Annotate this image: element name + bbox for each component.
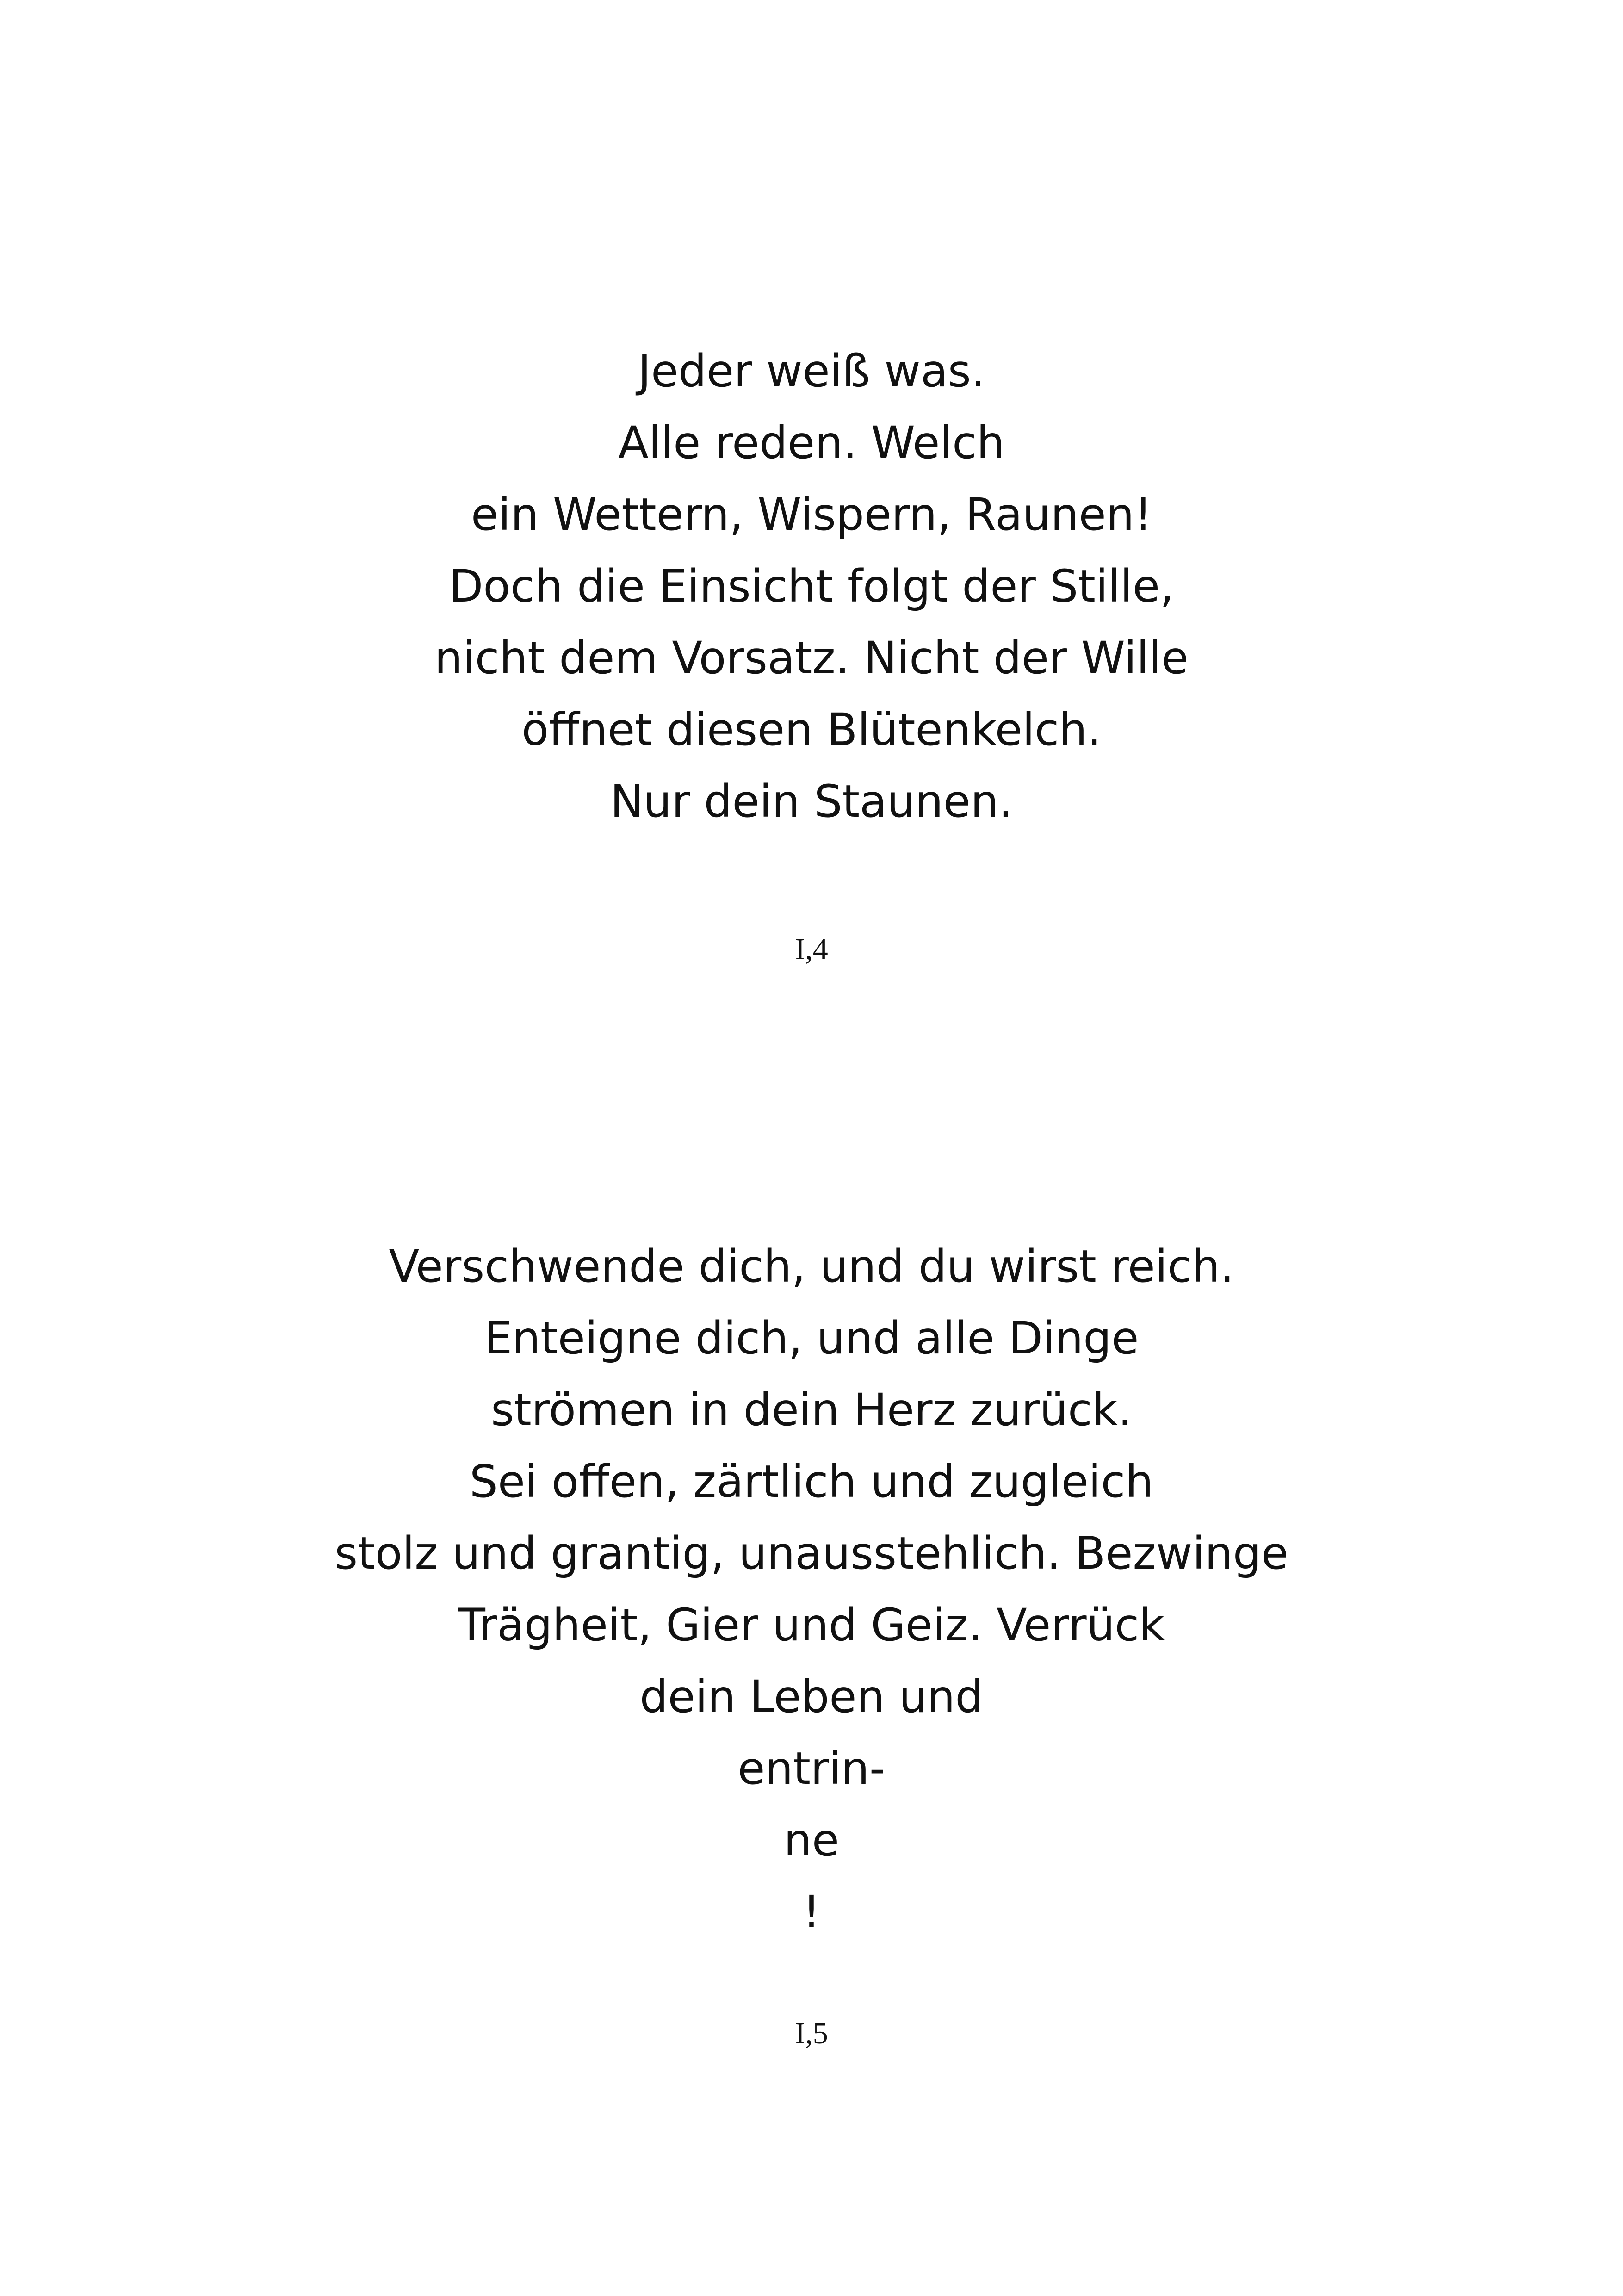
poem-line: entrin- xyxy=(737,1743,886,1794)
poem-i-4 xyxy=(0,335,1623,838)
poem-line: öffnet diesen Blütenkelch. xyxy=(521,704,1102,756)
poem-line: dein Leben und xyxy=(639,1671,984,1723)
poem-line: strömen in dein Herz zurück. xyxy=(491,1384,1132,1436)
poem-line: Alle reden. Welch xyxy=(618,417,1005,469)
poem-line: Verschwende dich, und du wirst reich. xyxy=(389,1241,1234,1292)
poem-line: ne xyxy=(784,1814,839,1866)
poem-line: Jeder weiß was. xyxy=(638,345,985,397)
poem-line: Enteigne dich, und alle Dinge xyxy=(484,1312,1139,1364)
poem-number-i-4: I,4 xyxy=(795,932,828,966)
poem-line: nicht dem Vorsatz. Nicht der Wille xyxy=(434,632,1189,684)
poem-line: ! xyxy=(802,1886,821,1938)
poem-line: Sei offen, zärtlich und zugleich xyxy=(469,1456,1154,1508)
poem-line: Nur dein Staunen. xyxy=(610,776,1013,827)
poem-line: stolz und grantig, unausstehlich. Bezwinge xyxy=(335,1527,1288,1579)
poem-line: Trägheit, Gier und Geiz. Verrück xyxy=(458,1599,1165,1651)
poem-line: ein Wettern, Wispern, Raunen! xyxy=(471,489,1152,540)
poem-number-i-5: I,5 xyxy=(795,2017,828,2050)
poem-line: Doch die Einsicht folgt der Stille, xyxy=(449,560,1174,612)
poem-i-5 xyxy=(0,1231,1623,1948)
